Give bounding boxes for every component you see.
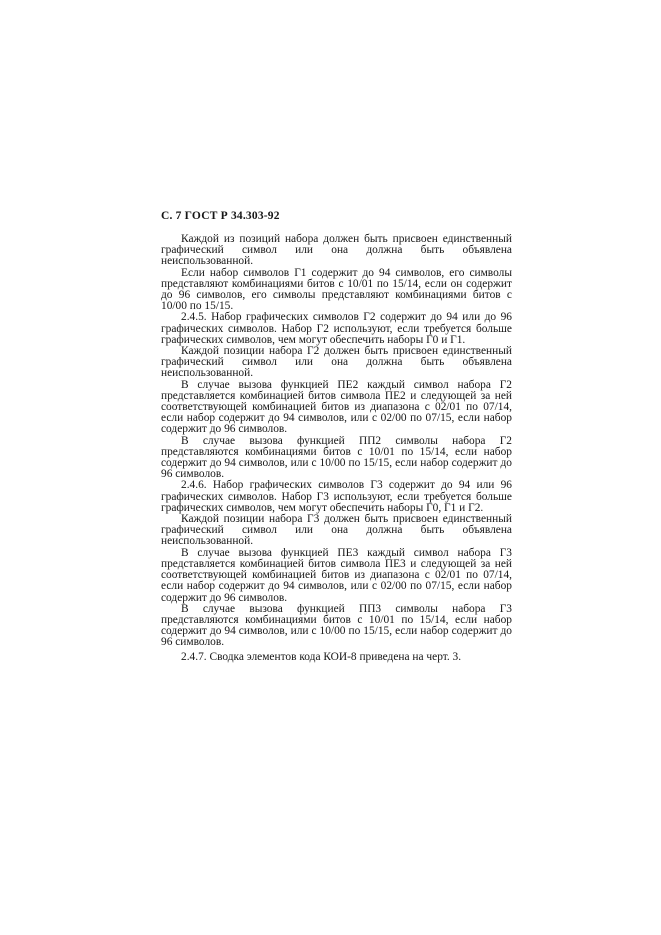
paragraph: В случае вызова функцией ПЕ3 каждый символ набора Г3 представляется комбинацией битов символа ПЕ3 и следующей за ней соответствующей комбинацией битов из диапазона с 02/01 по 07/14, если набор содержит до 94 символов, или с 02/00 по 07/15, если набор содержит до 96 символов. bbox=[161, 546, 512, 604]
paragraph: Если набор символов Г1 содержит до 94 символов, его символы представляют комбинациями битов с 10/01 по 15/14, если он содержит до 96 символов, его символы представляют комбинациями битов с 10/00 по 15/15. bbox=[161, 266, 512, 313]
paragraph: В случае вызова функцией ПП2 символы набора Г2 представляются комбинациями битов с 10/01 по 15/14, если набор содержит до 94 символов, или с 10/00 по 15/15, если набор содержит до 96 символов. bbox=[161, 434, 512, 481]
paragraph: Каждой позиции набора Г2 должен быть присвоен единственный графический символ или она должна быть объявлена неиспользованной. bbox=[161, 345, 512, 380]
paragraph: В случае вызова функцией ПП3 символы набора Г3 представляются комбинациями битов с 10/01 по 15/14, если набор содержит до 94 символов, или с 10/00 по 15/15, если набор содержит до 96 символов. bbox=[161, 602, 512, 649]
paragraph: Каждой позиции набора Г3 должен быть присвоен единственный графический символ или она должна быть объявлена неиспользованной. bbox=[161, 513, 512, 548]
paragraph: Каждой из позиций набора должен быть присвоен единственный графический символ или она должна быть объявлена неиспользованной. bbox=[161, 233, 512, 268]
paragraph: 2.4.5. Набор графических символов Г2 содержит до 94 или до 96 графических символов. Набор Г2 используют, если требуется больше графических символов, чем могут обеспечить наборы Г0 и Г1. bbox=[161, 311, 512, 346]
paragraph: 2.4.7. Сводка элементов кода КОИ-8 приведена на черт. 3. bbox=[181, 650, 462, 663]
paragraph: В случае вызова функцией ПЕ2 каждый символ набора Г2 представляется комбинацией битов символа ПЕ2 и следующей за ней соответствующей комбинацией битов из диапазона с 02/01 по 07/14, если набор содержит до 94 символов, или с 02/00 по 07/15, если набор содержит до 96 символов. bbox=[161, 378, 512, 436]
paragraph: 2.4.6. Набор графических символов Г3 содержит до 94 или 96 графических символов. Набор Г3 используют, если требуется больше графических символов, чем могут обеспечить наборы Г0, Г1 и Г2. bbox=[161, 479, 512, 514]
body-text bbox=[161, 234, 512, 663]
page-header: С. 7 ГОСТ Р 34.303-92 bbox=[161, 210, 280, 222]
